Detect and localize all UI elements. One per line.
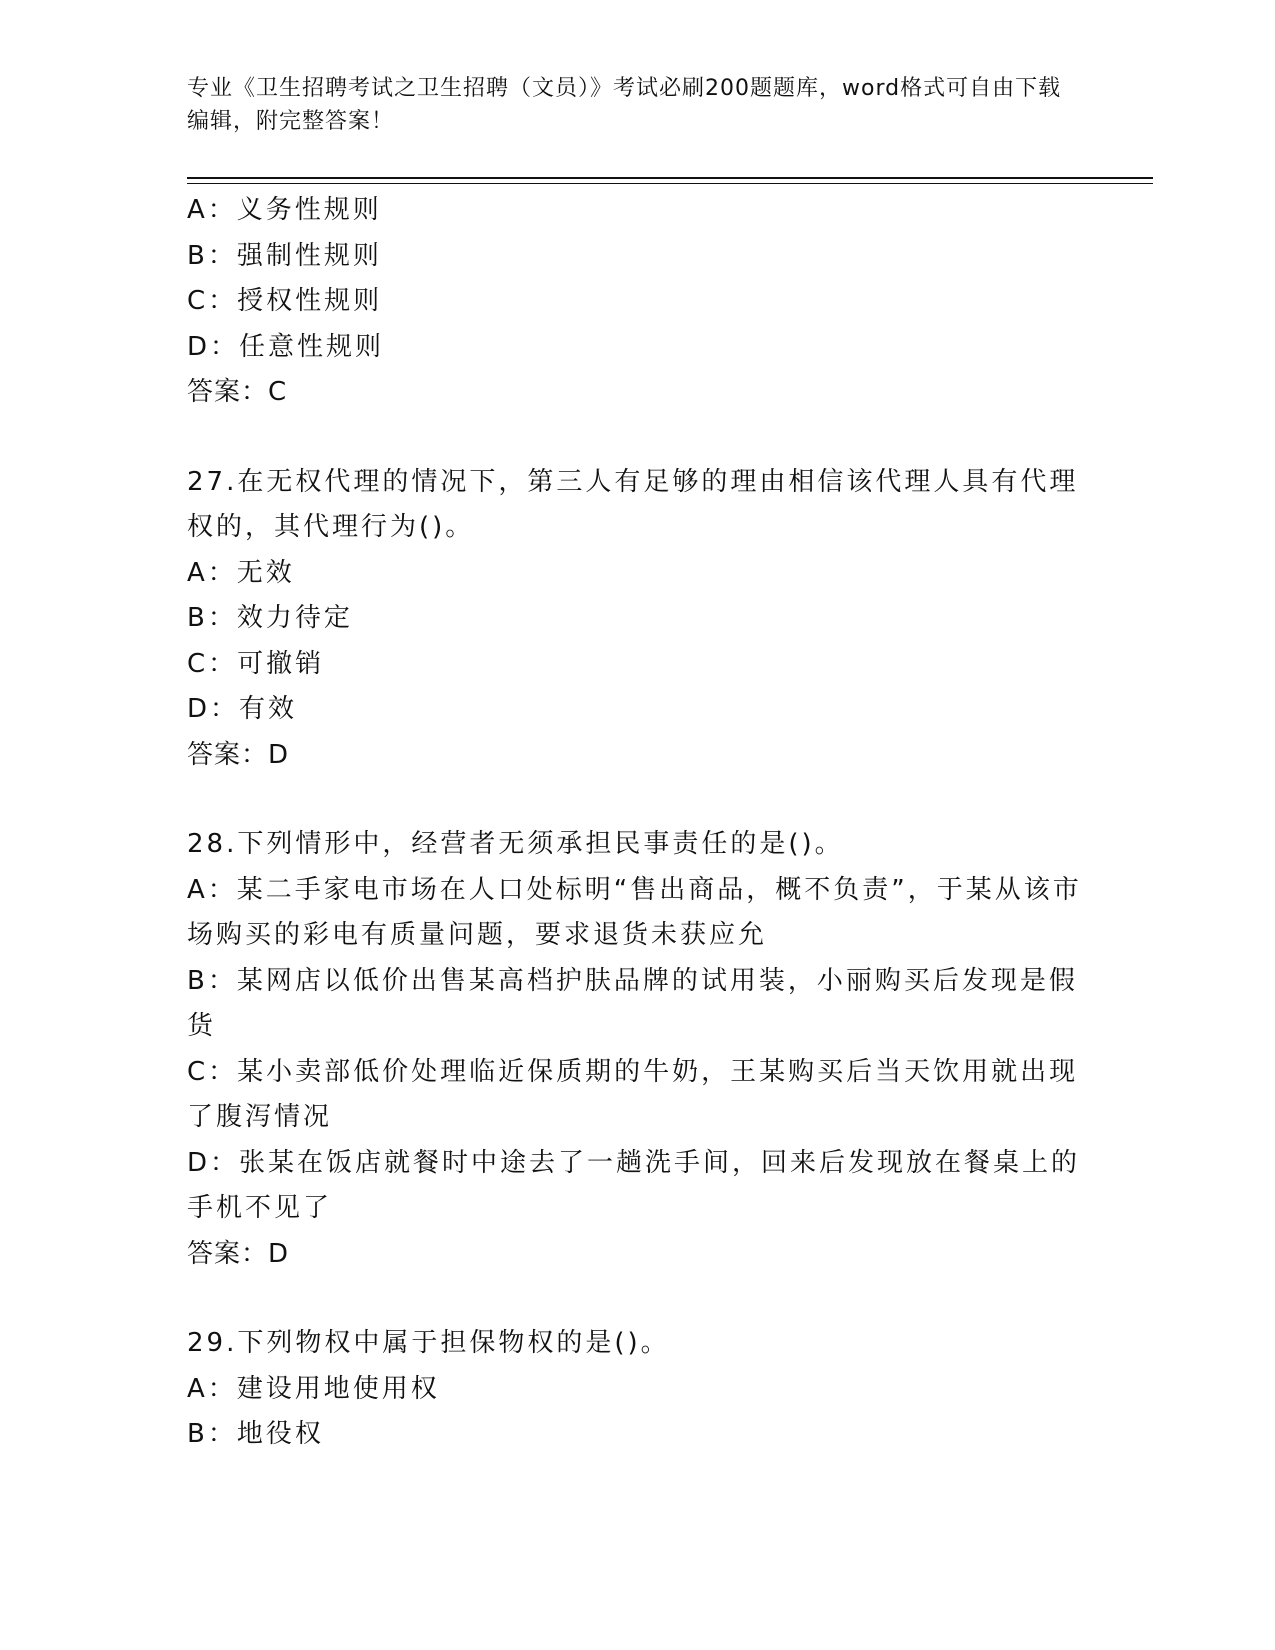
question-28-option-c: C：某小卖部低价处理临近保质期的牛奶，王某购买后当天饮用就出现了腹泻情况 <box>187 1056 1079 1132</box>
header-rule-thin <box>187 183 1153 184</box>
question-26-option-c: C：授权性规则 <box>187 286 383 316</box>
question-28-option-a: A：某二手家电市场在人口处标明“售出商品，概不负责”，于某从该市场购买的彩电有质量问题，要求退货未获应允 <box>187 874 1082 950</box>
question-28-stem: 28.下列情形中，经营者无须承担民事责任的是()。 <box>187 829 844 859</box>
spacer <box>187 1277 1087 1321</box>
question-27-option-d: D：有效 <box>187 694 298 724</box>
question-27-answer: 答案：D <box>187 739 290 770</box>
question-29-block <box>187 1321 1087 1458</box>
question-26-option-d: D：任意性规则 <box>187 331 385 362</box>
question-29-stem: 29.下列物权中属于担保物权的是()。 <box>187 1328 670 1358</box>
question-29-option-b: B：地役权 <box>187 1419 324 1449</box>
question-28-option-d: D：张某在饭店就餐时中途去了一趟洗手间，回来后发现放在餐桌上的手机不见了 <box>187 1147 1081 1223</box>
question-27-option-b: B：效力待定 <box>187 603 353 633</box>
question-28-option-b: B：某网店以低价出售某高档护肤品牌的试用装，小丽购买后发现是假货 <box>187 965 1078 1041</box>
question-26-option-b: B：强制性规则 <box>187 240 382 271</box>
question-28-block <box>187 822 1087 1277</box>
question-27-option-a: A：无效 <box>187 557 295 588</box>
spacer <box>187 778 1087 822</box>
question-26-block <box>187 188 1087 416</box>
question-26-option-a: A：义务性规则 <box>187 195 382 225</box>
header-rule-thick <box>187 177 1153 179</box>
question-28-answer: 答案：D <box>187 1238 290 1269</box>
spacer <box>187 416 1087 460</box>
question-27-option-c: C：可撤销 <box>187 648 325 679</box>
question-content <box>187 188 1087 1458</box>
question-29-option-a: A：建设用地使用权 <box>187 1373 440 1404</box>
question-27-stem: 27.在无权代理的情况下，第三人有足够的理由相信该代理人具有代理权的，其代理行为()。 <box>187 466 1079 542</box>
page-header: 专业《卫生招聘考试之卫生招聘（文员）》考试必刷200题题库，word格式可自由下载编辑，附完整答案！ <box>187 76 1062 134</box>
question-27-block <box>187 460 1087 779</box>
question-26-answer: 答案：C <box>187 377 288 407</box>
